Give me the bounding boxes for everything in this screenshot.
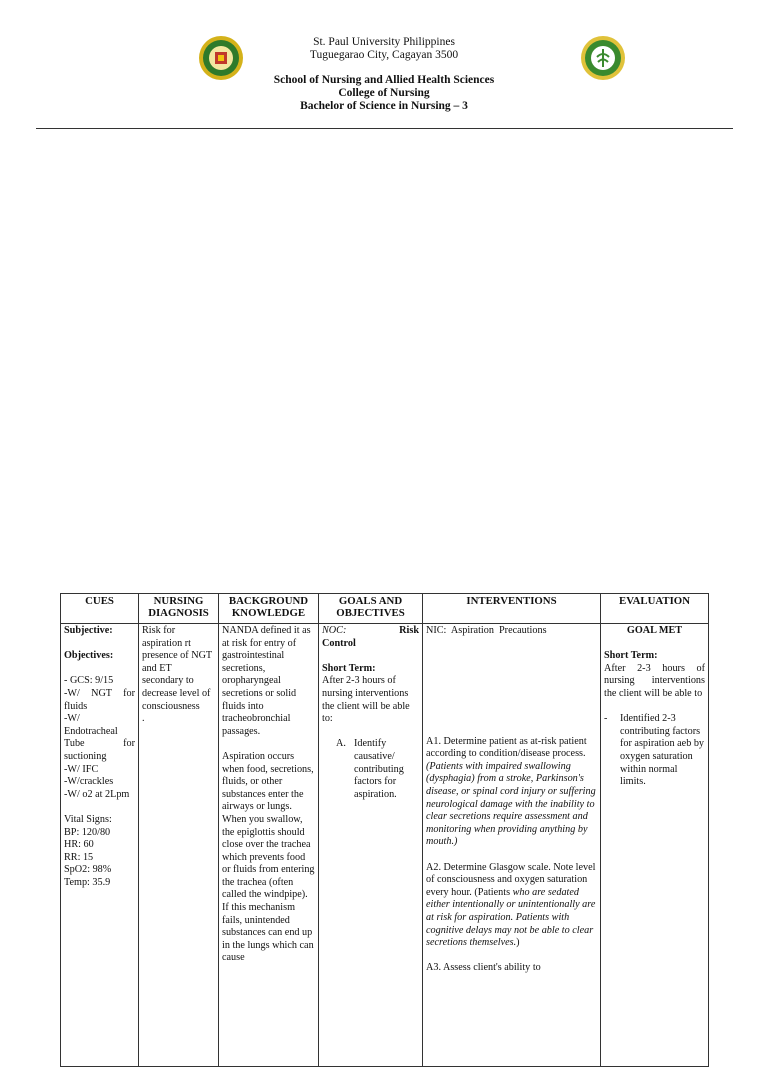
intervention-a2-rationale: who are sedated either intentionally or unintentionally are at risk for aspiration. Patients with cognitive delays may not be able to clear secretions themselves.: [426, 886, 596, 949]
evaluation-short-term-label: Short Term:: [604, 650, 658, 662]
intervention-a2: [426, 862, 597, 950]
vital-sign: HR: 60: [64, 839, 94, 851]
intervention-a1-rationale: (Patients with impaired swallowing (dysphagia) from a stroke, Parkinson's disease, or spinal cord injury or suffering neurological damage with the inability to clear secretions require assessment and monitoring when providing anything by mouth.): [426, 760, 596, 848]
background-explanation: Aspiration occurs when food, secretions, fluids, or other substances enter the airways or lungs. When you swallow, the epiglottis should close over the trachea which prevents food or fluids from entering the trachea (often called the windpipe). If this mechanism fails, unintended substances can end up in the lungs which can cause: [222, 750, 315, 964]
diagnosis-cell: [139, 624, 219, 1067]
table-header-row: [61, 594, 709, 624]
evaluation-item-text: Identified 2-3 contributing factors for aspiration aeb by oxygen saturation within normal limits.: [620, 713, 705, 788]
subjective-label: Subjective:: [64, 625, 113, 636]
vital-sign: BP: 120/80: [64, 826, 111, 838]
cue-line: -W/crackles: [64, 776, 114, 788]
goal-item-text: Identify causative/ contributing factors for aspiration.: [354, 738, 404, 800]
vital-sign: Temp: 35.9: [64, 876, 111, 888]
cue-line: - GCS: 9/15: [64, 675, 114, 687]
objectives-label: Objectives:: [64, 650, 114, 662]
intervention-a1: [426, 736, 597, 849]
cue-line: -W/ Endotracheal Tube for suctioning: [64, 713, 135, 762]
table-row: [61, 624, 709, 1067]
header-cues: CUES: [61, 594, 139, 624]
evaluation-item: [604, 713, 705, 789]
goals-cell: [319, 624, 423, 1067]
noc-title-control: Control: [322, 637, 356, 649]
evaluation-intro: After 2-3 hours of nursing interventions the client will be able to: [604, 662, 705, 699]
vital-signs-label: Vital Signs:: [64, 813, 112, 825]
goals-short-term-label: Short Term:: [322, 662, 376, 674]
header-divider: [36, 128, 733, 129]
header-background-knowledge: BACKGROUND KNOWLEDGE: [219, 594, 319, 624]
cue-line: -W/ o2 at 2Lpm: [64, 788, 130, 800]
vital-sign: SpO2: 98%: [64, 864, 112, 876]
program-name: Bachelor of Science in Nursing – 3: [300, 100, 468, 112]
cues-cell: [61, 624, 139, 1067]
goal-item: [336, 738, 419, 801]
cue-line: -W/ NGT for fluids: [64, 687, 135, 712]
school-header: [0, 74, 768, 113]
noc-title-risk: Risk: [399, 625, 419, 636]
evaluation-item-marker: -: [604, 713, 608, 725]
header-evaluation: EVALUATION: [601, 594, 709, 624]
intervention-a2-rationale-close: ): [516, 937, 520, 949]
background-cell: [219, 624, 319, 1067]
goal-met-label: GOAL MET: [626, 625, 683, 636]
university-header: [0, 36, 768, 62]
cue-line: -W/ IFC: [64, 763, 99, 775]
header-goals-objectives: GOALS AND OBJECTIVES: [319, 594, 423, 624]
noc-label: NOC:: [322, 625, 347, 636]
school-name: School of Nursing and Allied Health Sciences: [273, 74, 495, 86]
diagnosis-trailing-mark: .: [142, 713, 145, 725]
goal-item-marker: A.: [336, 738, 346, 750]
header-interventions: INTERVENTIONS: [423, 594, 601, 624]
intervention-a2-lead: A2. Determine Glasgow scale. Note level of consciousness and oxygen saturation every hour.: [426, 861, 596, 898]
background-definition: NANDA defined it as at risk for entry of gastrointestinal secretions, oropharyngeal secretions or solid fluids into tracheobronchial passages.: [222, 625, 311, 737]
diagnosis-text: Risk for aspiration rt presence of NGT and ET secondary to decrease level of consciousness: [142, 625, 212, 712]
vital-sign: RR: 15: [64, 851, 94, 863]
evaluation-cell: [601, 624, 709, 1067]
university-address: Tuguegarao City, Cagayan 3500: [309, 49, 459, 61]
nic-label: NIC: Aspiration Precautions: [426, 625, 547, 636]
college-name: College of Nursing: [338, 87, 430, 99]
nursing-care-plan-table: [60, 593, 709, 1067]
intervention-a3: A3. Assess client's ability to: [426, 962, 541, 974]
intervention-a1-lead: A1. Determine patient as at-risk patient according to condition/disease process.: [426, 735, 587, 760]
goals-intro: After 2-3 hours of nursing interventions the client will be able to:: [322, 675, 410, 725]
header-nursing-diagnosis: NURSING DIAGNOSIS: [139, 594, 219, 624]
interventions-cell: [423, 624, 601, 1067]
university-name: St. Paul University Philippines: [313, 36, 455, 48]
intervention-a2-rationale-open: (Patients: [474, 886, 511, 898]
